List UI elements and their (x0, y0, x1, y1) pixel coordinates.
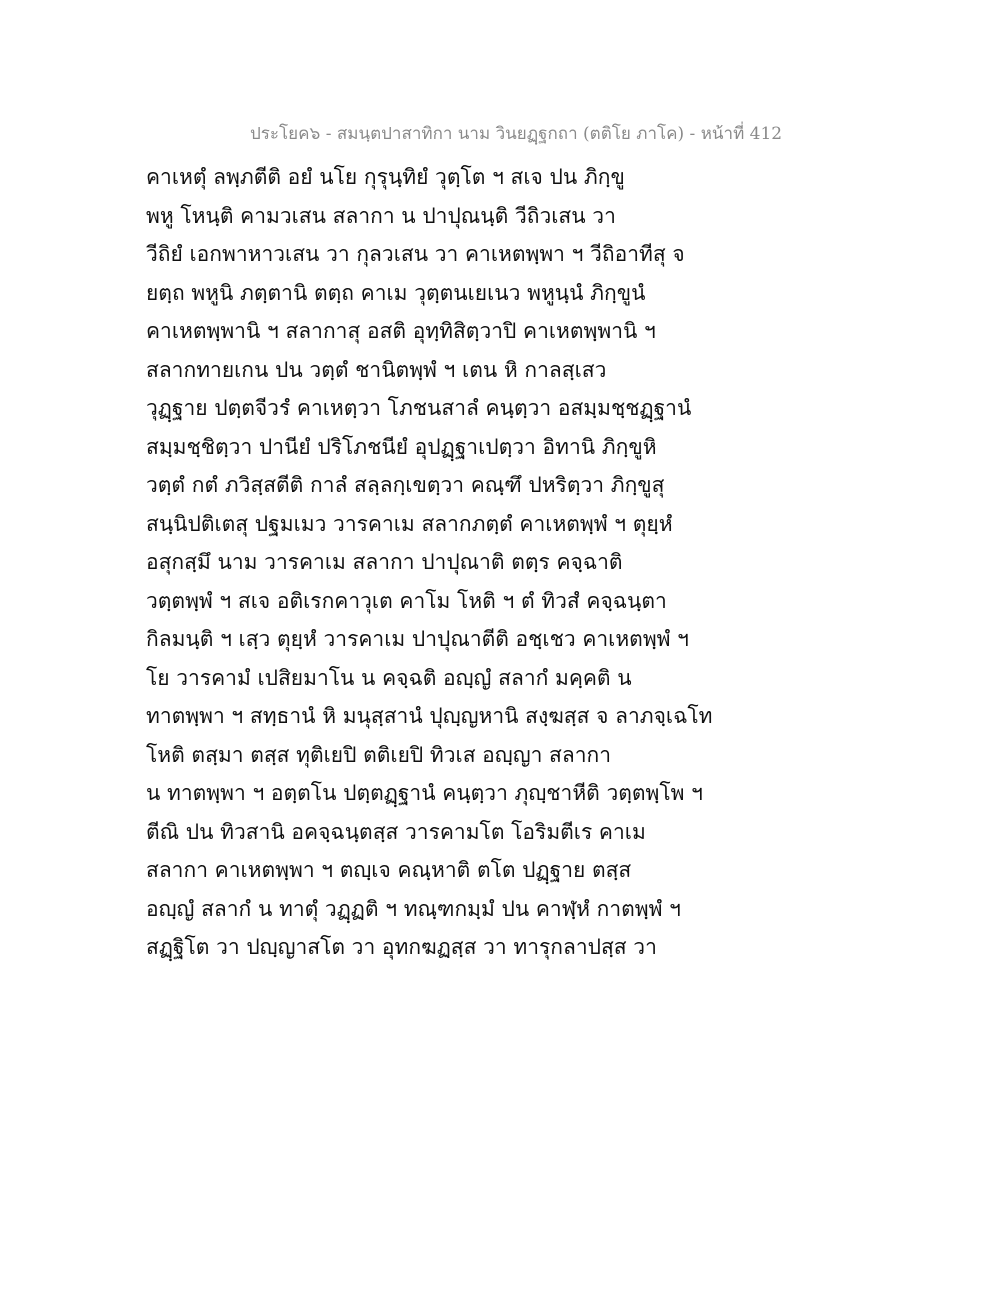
text-line: วตฺตพฺพํ ฯ สเจ อติเรกคาวุเต คาโม โหติ ฯ ตํ ทิวสํ คจฺฉนฺตา (146, 588, 667, 613)
text-line: น ทาตพฺพา ฯ อตฺตโน ปตฺตฏฺฐานํ คนฺตฺวา ภุญฺชาหีติ วตฺตพฺโพ ฯ (146, 781, 703, 805)
text-line: วตฺตํ กตํ ภวิสฺสตีติ กาลํ สลฺลกฺเขตฺวา คณฺฑึ ปหริตฺวา ภิกฺขูสุ (146, 473, 665, 497)
text-line: วุฏฺฐาย ปตฺตจีวรํ คาเหตฺวา โภชนสาลํ คนฺตฺวา อสมฺมชฺชฏฺฐานํ (146, 396, 692, 420)
text-line: สลากทายเกน ปน วตฺตํ ชานิตพฺพํ ฯ เตน หิ กาลสฺเสว (146, 357, 607, 382)
text-line: ตีณิ ปน ทิวสานิ อคจฺฉนฺตสฺส วารคามโต โอริมตีเร คาเม (146, 819, 646, 844)
text-line: โหติ ตสฺมา ตสฺส ทุติเยปิ ตติเยปิ ทิวเส อญฺญา สลากา (146, 742, 612, 767)
text-line: กิลมนฺติ ฯ เสฺว ตุยฺหํ วารคาเม ปาปุณาตีติ อชฺเชว คาเหตพฺพํ ฯ (146, 627, 689, 651)
text-line: สลากา คาเหตพฺพา ฯ ตญฺเจ คณฺหาติ ตโต ปฏฺฐาย ตสฺส (146, 858, 632, 882)
text-line: คาเหตพฺพานิ ฯ สลากาสุ อสติ อุทฺทิสิตฺวาปิ คาเหตพฺพานิ ฯ (146, 319, 656, 343)
text-line: อญฺญํ สลากํ น ทาตุํ วฏฺฏติ ฯ ทณฺฑกมฺมํ ปน คาฬฺหํ กาตพฺพํ ฯ (146, 896, 681, 921)
body-text (146, 158, 713, 967)
text-line: ยตฺถ พหูนิ ภตฺตานิ ตตฺถ คาเม วุตฺตนเยเนว พหูนฺนํ ภิกฺขูนํ (146, 280, 646, 305)
text-line: โย วารคามํ เปสิยมาโน น คจฺฉติ อญฺญํ สลากํ มคฺคติ น (146, 665, 632, 690)
text-line: อสุกสฺมึ นาม วารคาเม สลากา ปาปุณาติ ตตฺร คจฺฉาติ (146, 550, 623, 574)
text-line: วีถิยํ เอกพาหาวเสน วา กุลวเสน วา คาเหตพฺพา ฯ วีถิอาทีสุ จ (146, 242, 685, 266)
text-line: พหู โหนฺติ คามวเสน สลากา น ปาปุณนฺติ วีถิวเสน วา (146, 203, 616, 228)
text-line: สนฺนิปติเตสุ ปฐมเมว วารคาเม สลากภตฺตํ คาเหตพฺพํ ฯ ตุยฺหํ (146, 511, 673, 536)
text-line: ทาตพฺพา ฯ สทฺธานํ หิ มนุสฺสานํ ปุญฺญหานิ สงฺฆสฺส จ ลาภจฺเฉโท (146, 704, 713, 728)
text-line: สมฺมชฺชิตฺวา ปานียํ ปริโภชนียํ อุปฏฺฐาเปตฺวา อิทานิ ภิกฺขูหิ (146, 434, 657, 459)
page-header: ประโยค๖ - สมนฺตปาสาทิกา นาม วินยฏฺฐกถา (ตติโย ภาโค) - หน้าที่ 412 (250, 124, 783, 144)
text-line: สฏฺฐิโต วา ปญฺญาสโต วา อุทกฆฏสฺส วา ทารุกลาปสฺส วา (146, 935, 657, 959)
text-line: คาเหตุํ ลพฺภตีติ อยํ นโย กุรุนฺทิยํ วุตฺโต ฯ สเจ ปน ภิกฺขู (146, 165, 625, 189)
